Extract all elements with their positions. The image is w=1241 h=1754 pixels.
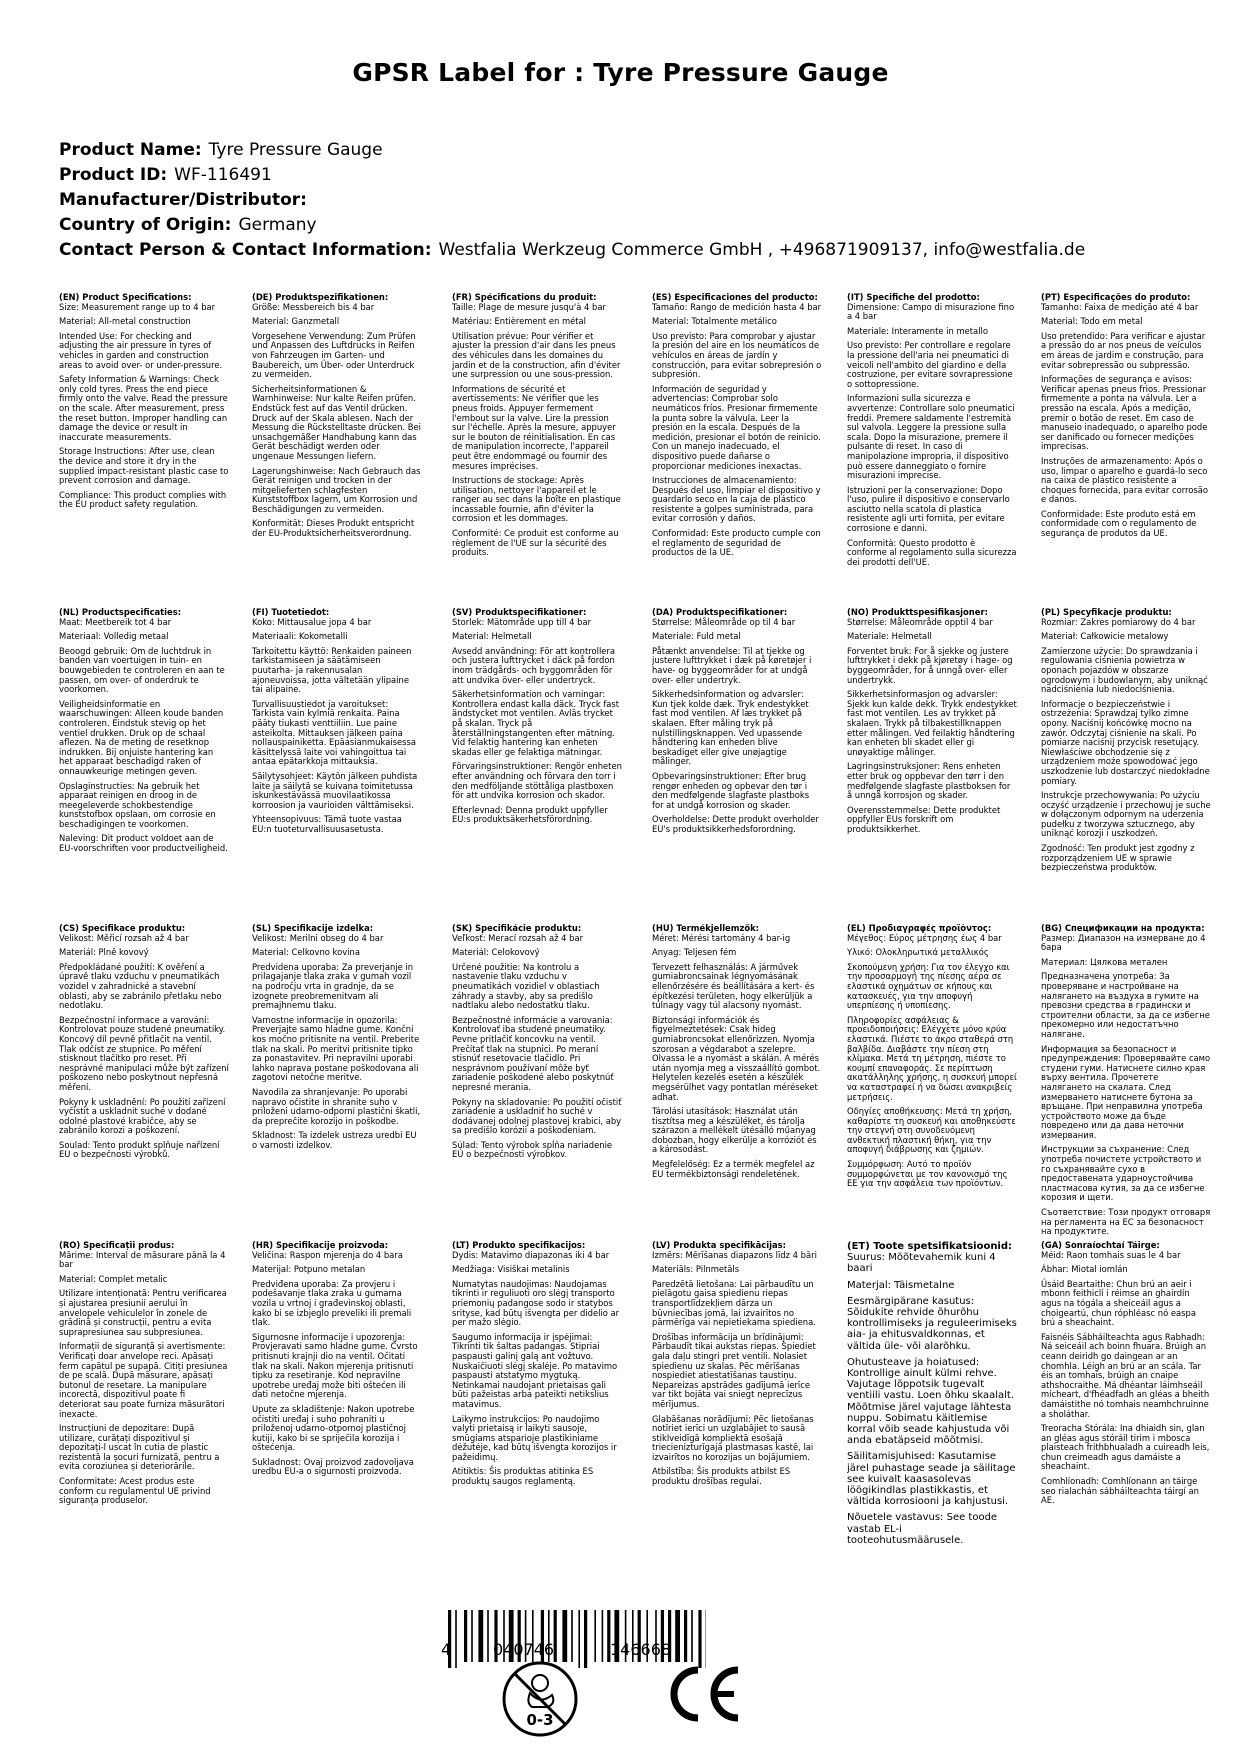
- spec-paragraph: Faisnéis Sábháilteachta agus Rabhadh: Ná seiceáil ach boinn fhuara. Brúigh an ceann deiridh go daingean ar an chomhla. Léigh an brú ar an scála. Tar éis an tomhais, brúigh an cnaipe athshocraithe. Má dhéantar láimhseáil mícheart, d'fhéadfadh an gléas a bheith damáistithe nó tomhais neamhchruinne a sholáthar.: [1041, 1331, 1210, 1419]
- spec-heading: (DA) Produktspecifikationer:: [652, 608, 788, 617]
- barcode-bar: [448, 1610, 451, 1668]
- spec-paragraph: Ábhar: Miotal iomlán: [1041, 1264, 1128, 1275]
- spec-paragraph: Pokyny k uskladnění: Po použití zařízení vyčistit a uskladnit suché v dodané odolné plastové krabičce, aby se zabránilo korozi a poškození.: [59, 1096, 226, 1136]
- spec-paragraph: Dimensione: Campo di misurazione fino a 4 bar: [847, 301, 1015, 322]
- spec-heading: (NO) Produkttspesifikasjoner:: [847, 608, 988, 617]
- spec-paragraph: Informações de segurança e avisos: Verificar apenas pneus frios. Pressionar firmemente a ponta na válvula. Ler a pressão na escala. Após a medição, premir o botão de reset. Em caso de manuseio inadequado, o aparelho pode ser danificado ou fornecer medições imprecisas.: [1041, 374, 1208, 452]
- spec-paragraph: Izmērs: Mērīšanas diapazons līdz 4 bāri: [652, 1249, 817, 1260]
- spec-paragraph: Rozmiar: Zakres pomiarowy do 4 bar: [1041, 616, 1196, 627]
- spec-heading: (RO) Specificații produs:: [59, 1241, 175, 1250]
- spec-paragraph: Material: Totalmente metálico: [652, 316, 777, 327]
- spec-paragraph: Numatytas naudojimas: Naudojamas tikrinti ir reguliuoti oro slėgį transporto priemonių padangose sodo ir statybos srityse, kad būtų išvengta per didelio ar per mažo slėgio.: [452, 1278, 620, 1328]
- spec-paragraph: Förvaringsinstruktioner: Rengör enheten efter användning och förvara den torr i den medföljande stöttåliga plastboxen för att undvika korrosion och skador.: [452, 761, 622, 801]
- spec-paragraph: Matériau: Entièrement en métal: [452, 316, 587, 327]
- spec-paragraph: Material: Helmetall: [452, 631, 532, 642]
- spec-paragraph: Materiaali: Kokometalli: [252, 631, 348, 642]
- spec-block: [452, 293, 622, 563]
- barcode-bar: [554, 1610, 557, 1662]
- spec-paragraph: Información de seguridad y advertencias: Comprobar solo neumáticos fríos. Presionar firmemente la punta sobre la válvula. Leer la presión en la escala. Después de la medición, presionar el botón de reinicio. Con un manejo inadecuado, el dispositivo puede dañarse o proporcionar mediciones inexactas.: [652, 383, 821, 471]
- spec-heading: (GA) Sonraíochtaí Táirge:: [1041, 1241, 1160, 1250]
- spec-block: [59, 924, 229, 1165]
- spec-paragraph: Conformidade: Este produto está em conformidade com o regulamento de segurança de produtos da UE.: [1041, 508, 1197, 539]
- spec-paragraph: Konformität: Dieses Produkt entspricht der EU-Produktsicherheitsverordnung.: [252, 518, 415, 539]
- spec-paragraph: Sikkerhetsinformasjon og advarsler: Sjekk kun kalde dekk. Trykk endestykket fast mot ventilen. Les av trykket på skalaen. Trykk på tilbakestillknappen etter målingen. Ved feilaktig håndtering kan enheten bli skadet eller gi unøyaktige målinger.: [847, 689, 1017, 757]
- spec-paragraph: Conformité: Ce produit est conforme au règlement de l'UE sur la sécurité des produits.: [452, 528, 619, 558]
- spec-paragraph: Opbevaringsinstruktioner: Efter brug rengør enheden og opbevar den tør i den medfølgende slagfaste plastboks for at undgå korrosion og skader.: [652, 770, 810, 810]
- spec-paragraph: Πληροφορίες ασφάλειας & προειδοποιήσεις: Ελέγχετε μόνο κρύα ελαστικά. Πιέστε το άκρο σταθερά στη βαλβίδα. Διαβάστε την πίεση στη κλίμακα. Μετά τη μέτρηση, πιέστε το κουμπί επαναφοράς. Σε περίπτωση ακατάλληλης χρήσης, η συσκευή μπορεί να καταστραφεί ή να δώσει ανακριβείς μετρήσεις.: [847, 1014, 1017, 1102]
- spec-paragraph: Οδηγίες αποθήκευσης: Μετά τη χρήση, καθαρίστε τη συσκευή και αποθηκεύστε την στεγνή στη συνοδευόμενη ανθεκτική πλαστική θήκη, για την αποφυγή διάβρωσης και ζημιών.: [847, 1106, 1016, 1155]
- barcode-bar: [684, 1610, 687, 1662]
- spec-block: [847, 293, 1017, 572]
- spec-paragraph: Velikost: Merilni obseg do 4 bar: [252, 932, 384, 943]
- spec-paragraph: Bezpečnostní informace a varování: Kontrolovat pouze studené pneumatiky. Koncový díl pevně přitlačit na ventil. Tlak odčíst ze stupnice. Po měření stisknout tlačítko pro reset. Při nesprávné manipulaci může být zařízení poškozeno nebo poskytnout nepřesná měření.: [59, 1014, 229, 1092]
- product-meta: [59, 138, 1085, 263]
- spec-paragraph: Størrelse: Måleområde opptil 4 bar: [847, 616, 993, 627]
- spec-paragraph: Υλικό: Ολοκληρωτικά μεταλλικός: [847, 947, 989, 958]
- spec-paragraph: Conformità: Questo prodotto è conforme al regolamento sulla sicurezza dei prodotti dell'UE.: [847, 537, 1017, 567]
- spec-paragraph: Maat: Meetbereik tot 4 bar: [59, 616, 172, 627]
- spec-paragraph: Treoracha Stórála: Ina dhiaidh sin, glan an gléas agus stóráil tirim i mbosca plaisteach frithbhualadh a cuireadh leis, chun creimeadh agus damáiste a sheachaint.: [1041, 1423, 1210, 1472]
- barcode-lead-digit: 4: [441, 1640, 452, 1659]
- age-warning-icon: [500, 1659, 580, 1743]
- spec-paragraph: Informazioni sulla sicurezza e avvertenze: Controllare solo pneumatici freddi. Premere saldamente l'estremità sul valvola. Leggere la pressione sulla scala. Dopo la misurazione, premere il pulsante di reset. In caso di manipolazione impropria, il dispositivo può essere danneggiato o fornire misurazioni imprecise.: [847, 393, 1015, 481]
- spec-paragraph: Předpokládané použití: K ověření a úpravě tlaku vzduchu v pneumatikách vozidel v zahradnické a stavební oblasti, aby se zabránilo přetlaku nebo nedotlaku.: [59, 961, 222, 1011]
- spec-heading: (SV) Produktspecifikationer:: [452, 608, 587, 617]
- spec-paragraph: Tarkoitettu käyttö: Renkaiden paineen tarkistamiseen ja säätämiseen puutarha- ja rakennusalan ajoneuvoissa, jotta vältetään ylipaine tai alipaine.: [252, 645, 412, 695]
- spec-heading: (HR) Specifikacije proizvoda:: [252, 1241, 389, 1250]
- spec-paragraph: Tamaño: Rango de medición hasta 4 bar: [652, 301, 822, 312]
- barcode-bar: [562, 1610, 567, 1662]
- spec-paragraph: Velikost: Měřicí rozsah až 4 bar: [59, 932, 189, 943]
- spec-paragraph: Materjal: Täismetalne: [847, 1279, 955, 1291]
- barcode-bar: [691, 1610, 693, 1662]
- spec-paragraph: Materiał: Całkowicie metalowy: [1041, 631, 1169, 642]
- spec-paragraph: Storlek: Mätområde upp till 4 bar: [452, 616, 592, 627]
- spec-paragraph: Safety Information & Warnings: Check only cold tyres. Press the end piece firmly onto the valve. Read the pressure on the scale. After measurement, press the reset button. Improper handling can damage the device or result in inaccurate measurements.: [59, 374, 228, 442]
- spec-paragraph: Anyag: Teljesen fém: [652, 947, 737, 958]
- spec-heading: (SL) Specifikacije izdelka:: [252, 924, 374, 933]
- spec-heading: (PT) Especificações do produto:: [1041, 293, 1191, 302]
- barcode-group-2: 146668: [610, 1640, 672, 1659]
- meta-product-id: Product ID: WF-116491: [59, 165, 272, 185]
- spec-paragraph: Инструкции за съхранение: След употреба почистете устройството и го съхранявайте сухо в предоставената ударноустойчива пластмасова кутия, за да се избегне корозия и щети.: [1041, 1144, 1205, 1203]
- spec-paragraph: Mărime: Interval de măsurare până la 4 bar: [59, 1249, 226, 1270]
- spec-paragraph: Forventet bruk: For å sjekke og justere lufttrykket i dekk på kjøretøy i hage- og byggeområder, for å unngå over- eller undertrykk.: [847, 645, 1013, 685]
- barcode-group-1: 040746: [493, 1640, 555, 1659]
- spec-paragraph: Storage Instructions: After use, clean the device and store it dry in the supplied impact-resistant plastic case to prevent corrosion and damage.: [59, 446, 229, 486]
- spec-paragraph: Taille: Plage de mesure jusqu'à 4 bar: [452, 301, 606, 312]
- spec-heading: (LT) Produkto specifikacijos:: [452, 1241, 586, 1250]
- spec-paragraph: Instrukcje przechowywania: Po użyciu oczyść urządzenie i przechowuj je suche w dołączonym odpornym na uderzenia pudełku z tworzywa sztucznego, aby uniknąć korozji i uszkodzeń.: [1041, 790, 1211, 839]
- spec-paragraph: Materiale: Interamente in metallo: [847, 325, 988, 336]
- barcode-bar: [675, 1610, 680, 1662]
- spec-block: [1041, 293, 1211, 544]
- spec-paragraph: Atbilstība: Šis produkts atbilst ES produktu drošības regulai.: [652, 1466, 791, 1487]
- spec-paragraph: Materiale: Fuld metal: [652, 631, 741, 642]
- spec-paragraph: Material: Celkovno kovina: [252, 947, 360, 958]
- spec-paragraph: Materijal: Potpuno metalan: [252, 1264, 366, 1275]
- barcode-bar: [455, 1610, 457, 1668]
- spec-paragraph: Koko: Mittausalue jopa 4 bar: [252, 616, 372, 627]
- spec-paragraph: Μέγεθος: Εύρος μέτρησης έως 4 bar: [847, 932, 1002, 943]
- spec-paragraph: Saugumo informacija ir įspėjimai: Tikrinti tik šaltas padangas. Stipriai paspausti galinį galą ant vožtuvo. Nuskaičiuoti slėgį skalėje. Po matavimo paspausti atstatymo mygtuką. Netinkamai naudojant prietaisas gali būti pažeistas arba pateikti netikslius matavimus.: [452, 1331, 618, 1409]
- spec-paragraph: Pokyny na skladovanie: Po použití očistiť zariadenie a uskladniť ho suché v dodávanej odolnej plastovej krabici, aby sa predišlo korózii a poškodeniam.: [452, 1096, 622, 1136]
- spec-paragraph: Méret: Mérési tartomány 4 bar-ig: [652, 932, 791, 943]
- spec-paragraph: Größe: Messbereich bis 4 bar: [252, 301, 375, 312]
- barcode-bar: [478, 1610, 483, 1662]
- barcode-bar: [571, 1610, 573, 1662]
- spec-paragraph: Predvidena uporaba: Za preverjanje in prilagajanje tlaka zraka v gumah vozil na področju vrta in gradnje, da se izognete preobremenitvam ali premajhnemu tlaku.: [252, 961, 414, 1011]
- spec-heading: (PL) Specyfikacje produktu:: [1041, 608, 1172, 617]
- spec-heading: (IT) Specifiche del prodotto:: [847, 293, 980, 302]
- spec-paragraph: Paredzētā lietošana: Lai pārbaudītu un pielāgotu gaisa spiedienu riepas transportlīdzekļiem dārza un būvniecības jomā, lai izvairītos no pārmērīga vai nepietiekama spiediena.: [652, 1278, 816, 1328]
- spec-block: [847, 1241, 1017, 1551]
- spec-heading: (EL) Προδιαγραφές προϊόντος:: [847, 924, 992, 933]
- spec-paragraph: Utilizare intenționată: Pentru verificarea și ajustarea presiunii aerului în anvelopele vehiculelor în zonele de grădină și construcții, pentru a evita suprapresiunea sau subpresiunea.: [59, 1288, 227, 1337]
- spec-block: [59, 1241, 229, 1511]
- spec-block: [1041, 1241, 1211, 1511]
- spec-heading: (BG) Спецификации на продукта:: [1041, 924, 1205, 933]
- spec-paragraph: Säkerhetsinformation och varningar: Kontrollera endast kalla däck. Tryck fast ändstycket mot ventilen. Avläs trycket på skalan. Tryck på återställningstangenten efter mätning. Vid felaktig hantering kan enheten skadas eller ge felaktiga mätningar.: [452, 689, 620, 757]
- spec-block: [652, 1241, 822, 1492]
- spec-paragraph: Säilitamisjuhised: Kasutamise järel puhastage seade ja säilitage see kuivalt kaasasolevas löögikindlas plastikkastis, et vältida korrosiooni ja kahjustusi.: [847, 1451, 1016, 1508]
- spec-heading: (EN) Product Specifications:: [59, 293, 192, 302]
- spec-paragraph: Sikkerhedsinformation og advarsler: Kun tjek kolde dæk. Tryk endestykket fast mod ventilen. Af læs trykket på skalaen. Efter måling tryk på nulstillingsknappen. Ved upassende håndtering kan enheden blive beskadiget eller give unøjagtige målinger.: [652, 689, 809, 767]
- spec-paragraph: Veličina: Raspon mjerenja do 4 bara: [252, 1249, 403, 1260]
- spec-paragraph: Material: Complet metalic: [59, 1273, 168, 1284]
- spec-paragraph: Beoogd gebruik: Om de luchtdruk in banden van voertuigen in tuin- en bouwgebieden te controleren en aan te passen, om over- of onderdruk te voorkomen.: [59, 645, 225, 695]
- spec-paragraph: Drošības informācija un brīdinājumi: Pārbaudīt tikai aukstas riepas. Spiediet gala daļu stingri pret ventili. Nolasiet spiedienu uz skalas. Pēc mērīšanas nospiediet atiestatīšanas taustiņu. Nepareizas apstrādes gadījumā ierīce var tikt bojāta vai sniegt neprecīzus mērījumus.: [652, 1331, 816, 1409]
- spec-block: [652, 924, 822, 1184]
- spec-paragraph: Sukladnost: Ovaj proizvod zadovoljava uredbu EU-a o sigurnosti proizvoda.: [252, 1456, 414, 1477]
- spec-paragraph: Veľkosť: Merací rozsah až 4 bar: [452, 932, 584, 943]
- spec-block: [252, 293, 422, 544]
- meta-country: Country of Origin: Germany: [59, 215, 317, 235]
- spec-paragraph: Medžiaga: Visiškai metalinis: [452, 1264, 570, 1275]
- spec-block: [59, 608, 229, 859]
- barcode-bar: [487, 1610, 489, 1662]
- spec-block: [652, 608, 822, 839]
- spec-paragraph: Naleving: Dit product voldoet aan de EU-voorschriften voor productveiligheid.: [59, 833, 228, 854]
- spec-heading: (SK) Špecifikácie produktu:: [452, 924, 582, 933]
- barcode-bar: [584, 1610, 587, 1668]
- spec-paragraph: Istruzioni per la conservazione: Dopo l'uso, pulire il dispositivo e conservarlo asciutto nella scatola di plastica resistente agli urti fornita, per evitare corrosione e danni.: [847, 484, 1010, 534]
- spec-paragraph: Størrelse: Måleområde op til 4 bar: [652, 616, 796, 627]
- spec-paragraph: Съответствие: Този продукт отговаря на регламента на ЕС за безопасност на продуктите.: [1041, 1207, 1211, 1237]
- meta-contact: Contact Person & Contact Information: Westfalia Werkzeug Commerce GmbH , +496871909137, info@westfalia.de: [59, 240, 1086, 260]
- spec-paragraph: Conformitate: Acest produs este conform cu regulamentul UE privind siguranța produselor.: [59, 1476, 211, 1506]
- spec-paragraph: Comhlíonadh: Comhlíonann an táirge seo rialachán sábháilteachta táirgí an AE.: [1041, 1476, 1199, 1506]
- barcode-bar: [594, 1610, 596, 1662]
- spec-paragraph: Uso previsto: Para comprobar y ajustar la presión del aire en los neumáticos de vehículos en áreas de jardín y construcción, para evitar sobrepresión o subpresión.: [652, 330, 822, 380]
- spec-paragraph: Lagringsinstruksjoner: Rens enheten etter bruk og oppbevar den tørr i den medfølgende slagfaste plastboksen for å unngå korrosjon og skader.: [847, 761, 1011, 801]
- spec-block: [452, 1241, 622, 1492]
- spec-paragraph: Overensstemmelse: Dette produktet oppfyller EUs forskrift om produktsikkerhet.: [847, 804, 1001, 834]
- spec-heading: (ET) Toote spetsifikatsioonid:: [847, 1241, 1013, 1252]
- barcode-bar: [464, 1610, 467, 1662]
- spec-paragraph: Materiaal: Volledig metaal: [59, 631, 169, 642]
- spec-paragraph: Varnostne informacije in opozorila: Preverjajte samo hladne gume. Končni kos močno pritisnite na ventil. Preberite tlak na skali. Po meritvi pritisnite tipko za ponastavitev. Pri nepravilni uporabi lahko naprava postane poškodovana ali zagotovi netočne meritve.: [252, 1014, 420, 1083]
- spec-paragraph: Σκοπούμενη χρήση: Για τον έλεγχο και την προσαρμογή της πίεσης αέρα σε ελαστικά οχημάτων σε κήπους και κατασκευές, για την αποφυγή υπερπίεσης ή υποπίεσης.: [847, 961, 1010, 1011]
- spec-paragraph: Suurus: Mõõtevahemik kuni 4 baari: [847, 1252, 996, 1275]
- spec-heading: (ES) Especificaciones del producto:: [652, 293, 818, 302]
- spec-paragraph: Sigurnosne informacije i upozorenja: Provjeravati samo hladne gume. Čvrsto pritisnuti krajnji dio na ventil. Očitati tlak na skali. Nakon mjerenja pritisnuti tipku za resetiranje. Kod nepravilne upotrebe uređaj može biti oštećen ili dati netočne mjerenja.: [252, 1331, 418, 1400]
- spec-paragraph: Materiale: Helmetall: [847, 631, 932, 642]
- spec-paragraph: Overholdelse: Dette produkt overholder EU's produktsikkerhedsforordning.: [652, 814, 819, 834]
- spec-paragraph: Predviđena uporaba: Za provjeru i podešavanje tlaka zraka u gumama vozila u vrtnoj i građevinskoj oblasti, kako bi se izbjeglo preveliki ili premali tlak.: [252, 1278, 412, 1328]
- spec-paragraph: Určené použitie: Na kontrolu a nastavenie tlaku vzduchu v pneumatikách vozidiel v oblastiach záhrady a stavby, aby sa predišlo nadtlaku alebo nedostatku tlaku.: [452, 961, 600, 1011]
- spec-block: [252, 608, 422, 839]
- spec-paragraph: Materiál: Plně kovový: [59, 947, 149, 958]
- spec-paragraph: Atitiktis: Šis produktas atitinka ES produktų saugos reglamentą.: [452, 1466, 594, 1487]
- spec-paragraph: Yhteensopivuus: Tämä tuote vastaa EU:n tuoteturvallisuusasetusta.: [252, 814, 402, 834]
- ce-mark-icon: [662, 1664, 744, 1728]
- spec-heading: (DE) Produktspezifikationen:: [252, 293, 389, 302]
- spec-heading: (NL) Productspecificaties:: [59, 608, 182, 617]
- spec-block: [452, 924, 622, 1165]
- spec-paragraph: Conformidad: Este producto cumple con el reglamento de seguridad de productos de la UE.: [652, 528, 821, 558]
- spec-paragraph: Sicherheitsinformationen & Warnhinweise: Nur kalte Reifen prüfen. Endstück fest auf das Ventil drücken. Druck auf der Skala ablesen. Nach der Messung die Rückstelltaste drücken. Bei unsachgemäßer Handhabung kann das Gerät beschädigt werden oder ungenaue Messungen liefern.: [252, 383, 421, 461]
- spec-paragraph: Material: Todo em metal: [1041, 316, 1143, 327]
- spec-block: [652, 293, 822, 563]
- spec-paragraph: Megfelelőség: Ez a termék megfelel az EU termékbiztonsági rendeletének.: [652, 1159, 815, 1179]
- spec-paragraph: Méid: Raon tomhais suas le 4 bar: [1041, 1249, 1181, 1260]
- spec-paragraph: Materiál: Celokovový: [452, 947, 540, 958]
- spec-paragraph: Ohutusteave ja hoiatused: Kontrollige ainult külmi rehve. Vajutage lõppotsik tugevalt ventiili vastu. Loen õhku skaalalt. Mõõtmise järel vajutage lähtesta nuppu. Sobimatu käitlemise korral võib seade kahjustuda või anda ebatäpseid mõõtmisi.: [847, 1356, 1014, 1447]
- spec-paragraph: Säilytysohjeet: Käytön jälkeen puhdista laite ja säilytä se kuivana toimitetussa iskunkestävässä muovilaatikossa korroosion ja vaurioiden välttämiseksi.: [252, 770, 418, 810]
- spec-heading: (CS) Specifikace produktu:: [59, 924, 186, 933]
- spec-paragraph: Instrucciones de almacenamiento: Después del uso, limpiar el dispositivo y guardarlo seco en la caja de plástico resistente a golpes suministrada, para evitar corrosión y daños.: [652, 475, 821, 524]
- spec-paragraph: Tervezett felhasználás: A járművek gumiabroncsainak légnyomásának ellenőrzésére és beállítására a kert- és építkezési területen, hogy elkerüljük a túlnagy vagy túl alacsony nyomást.: [652, 961, 815, 1011]
- spec-paragraph: Material: All-metal construction: [59, 316, 191, 327]
- spec-paragraph: Súlad: Tento výrobok spĺňa nariadenie EÚ o bezpečnosti výrobkov.: [452, 1139, 613, 1160]
- spec-paragraph: Compliance: This product complies with the EU product safety regulation.: [59, 489, 227, 510]
- meta-manufacturer: Manufacturer/Distributor:: [59, 190, 307, 210]
- spec-heading: (HU) Termékjellemzők:: [652, 924, 760, 933]
- spec-block: [1041, 608, 1211, 878]
- spec-heading: (FR) Spécifications du produit:: [452, 293, 597, 302]
- spec-paragraph: Soulad: Tento produkt splňuje nařízení EU o bezpečnosti výrobků.: [59, 1139, 220, 1160]
- spec-paragraph: Glabāšanas norādījumi: Pēc lietošanas notīriet ierīci un uzglabājiet to sausā stiklveidīgā kompliektā esošajā triecienizturīgajā plastmasas kastē, lai izvairītos no korozijas un bojājumiem.: [652, 1413, 814, 1462]
- spec-paragraph: Utilisation prévue: Pour vérifier et ajuster la pression d'air dans les pneus des véhicules dans les domaines du jardin et de la construction, afin d'éviter une surpression ou une sous-pression.: [452, 330, 621, 380]
- spec-paragraph: Upute za skladištenje: Nakon upotrebe očistiti uređaj i suho pohraniti u priloženoj udarno-otpornoj plastičnoj kutiji, kako bi se spriječila korozija i oštećenja.: [252, 1403, 415, 1453]
- spec-paragraph: Nõuetele vastavus: See toode vastab EL-i tooteohutusmäärusele.: [847, 1512, 998, 1546]
- spec-paragraph: Úsáid Beartaithe: Chun brú an aeir i mbonn feithiclí i réimse an ghairdín agus na tógála a sheiceáil agus a choigeartú, chun róphléasc nó easpa brú a sheachaint.: [1041, 1278, 1196, 1328]
- spec-block: [847, 924, 1017, 1194]
- spec-paragraph: Skladnost: Ta izdelek ustreza uredbi EU o varnosti izdelkov.: [252, 1130, 417, 1150]
- meta-product-name: Product Name: Tyre Pressure Gauge: [59, 140, 383, 160]
- spec-paragraph: Zgodność: Ten produkt jest zgodny z rozporządzeniem UE w sprawie bezpieczeństwa produktów.: [1041, 843, 1195, 873]
- spec-paragraph: Material: Ganzmetall: [252, 316, 340, 327]
- spec-paragraph: Informacje o bezpieczeństwie i ostrzeżenia: Sprawdzaj tylko zimne opony. Naciśnij końcówkę mocno na zawór. Odczytaj ciśnienie na skali. Po pomiarze naciśnij przycisk resetujący. Niewłaściwe obchodzenie się z urządzeniem może spowodować jego uszkodzenie lub dostarczyć niedokładne pomiary.: [1041, 698, 1210, 786]
- spec-paragraph: Uso previsto: Per controllare e regolare la pressione dell'aria nei pneumatici di veicoli nell'ambito del giardino e della costruzione, per evitare sovrapressione o sottopressione.: [847, 340, 1013, 389]
- spec-paragraph: Instructions de stockage: Après utilisation, nettoyer l'appareil et le ranger au sec dans la boîte en plastique incassable fournie, afin d'éviter la corrosion et les dommages.: [452, 475, 621, 524]
- spec-block: [252, 1241, 422, 1482]
- spec-paragraph: Uso pretendido: Para verificar e ajustar a pressão do ar nos pneus de veículos em áreas de jardim e construção, para evitar sobrepressão ou subpressão.: [1041, 330, 1206, 370]
- spec-paragraph: Instruções de armazenamento: Após o uso, limpar o aparelho e guardá-lo seco na caixa de plástico resistente a choques fornecida, para evitar corrosão e danos.: [1041, 455, 1209, 505]
- spec-paragraph: Συμμόρφωση: Αυτό το προϊόν συμμορφώνεται με τον κανονισμό της ΕΕ για την ασφάλεια των προϊόντων.: [847, 1159, 1008, 1189]
- spec-paragraph: Размер: Диапазон на измерване до 4 бара: [1041, 932, 1206, 953]
- spec-heading: (LV) Produkta specifikācijas:: [652, 1241, 786, 1250]
- spec-paragraph: Opslaginstructies: Na gebruik het apparaat reinigen en droog in de meegeleverde schokbestendige kunststofbox opslaan, om corrosie en beschadigingen te voorkomen.: [59, 780, 216, 829]
- spec-block: [452, 608, 622, 830]
- spec-block: [847, 608, 1017, 839]
- barcode-bar: [471, 1610, 473, 1662]
- spec-paragraph: Информация за безопасност и предупреждения: Проверявайте само студени гуми. Натиснете силно края върху вентила. Прочетете налягането на скалата. След измерването натиснете бутона за връщане. При неправилна употреба устройството може да бъде повредено или да дава неточни измервания.: [1041, 1043, 1211, 1140]
- spec-block: [1041, 924, 1211, 1242]
- spec-block: [59, 293, 229, 515]
- spec-paragraph: Vorgesehene Verwendung: Zum Prüfen und Anpassen des Luftdrucks in Reifen von Fahrzeugen im Garten- und Baubereich, um Über- oder Unterdruck zu vermeiden.: [252, 330, 416, 380]
- spec-paragraph: Eesmärgipärane kasutus: Sõidukite rehvide õhurõhu kontrollimiseks ja reguleerimiseks aia- ja ehitusvaldkonnas, et vältida üle- või alarõhku.: [847, 1295, 1017, 1352]
- spec-paragraph: Biztonsági információk és figyelmeztetések: Csak hideg gumiabroncsokat ellenőrizzen. Nyomja szorosan a végdarabot a szelepre. Olvassa le a nyomást a skálán. A mérés után nyomja meg a visszaállító gombot. Helytelen kezelés esetén a készülék megsérülhet vagy pontatlan méréseket adhat.: [652, 1014, 821, 1102]
- spec-paragraph: Предназначена употреба: За проверяване и настройване на налягането на въздуха в гумите на превозни средства в градински и строителни области, за да се избегне прекомерно или недостатъчно налягане.: [1041, 971, 1210, 1039]
- spec-paragraph: Lagerungshinweise: Nach Gebrauch das Gerät reinigen und trocken in der mitgelieferten schlagfesten Kunststoffbox lagern, um Korrosion und Beschädigungen zu vermeiden.: [252, 465, 421, 514]
- spec-paragraph: Материал: Цялкова метален: [1041, 956, 1168, 967]
- spec-paragraph: Tárolási utasítások: Használat után tisztítsa meg a készüléket, és tárolja szárazon a mellékelt ütésálló műanyag dobozban, hogy elkerülje a korróziót és a károsodást.: [652, 1106, 817, 1155]
- spec-paragraph: Materiāls: Pilnmetāls: [652, 1264, 740, 1275]
- spec-paragraph: Veiligheidsinformatie en waarschuwingen: Alleen koude banden controleren. Eindstuk stevig op het ventiel drukken. Druk op de schaal aflezen. Na de meting de resetknop indrukken. Bij onjuiste hantering kan het apparaat beschadigd raken of onnauwkeurige metingen geven.: [59, 698, 224, 776]
- spec-paragraph: Laikymo instrukcijos: Po naudojimo valyti prietaisą ir laikyti sausoje, smūgiams atsparioje plastikiniame dėžutėje, kad būtų išvengta korozijos ir pažeidimų.: [452, 1413, 617, 1462]
- spec-paragraph: Tamanho: Faixa de medição até 4 bar: [1041, 301, 1199, 312]
- spec-block: [252, 924, 422, 1155]
- spec-paragraph: Informații de siguranță și avertismente: Verificați doar anvelope reci. Apăsați ferm capătul pe supapă. Citiți presiunea de pe scală. După măsurare, apăsați butonul de resetare. La manipulare incorectă, dispozitivul poate fi deteriorat sau poate furniza măsurători inexacte.: [59, 1341, 228, 1419]
- spec-paragraph: Intended Use: For checking and adjusting the air pressure in tyres of vehicles in garden and construction areas to avoid over- or under-pressure.: [59, 330, 223, 370]
- spec-paragraph: Påtænkt anvendelse: Til at tjekke og justere lufttrykket i dæk på køretøjer i have- og byggeområder for at undgå over- eller undertryk.: [652, 645, 812, 685]
- spec-paragraph: Size: Measurement range up to 4 bar: [59, 301, 216, 312]
- spec-paragraph: Bezpečnostné informácie a varovania: Kontrolovať iba studené pneumatiky. Pevne pritlačiť koncovku na ventil. Prečítať tlak na stupnici. Po meraní stisnúť resetovacie tlačidlo. Pri nesprávnom používaní môže byť zariadenie poškodené alebo poskytnúť nepresné merania.: [452, 1014, 614, 1092]
- spec-paragraph: Turvallisuustiedot ja varoitukset: Tarkista vain kylmiä renkaita. Paina pääty tiukasti venttiiliin. Lue paine asteikolta. Mittauksen jälkeen paina nollauspainiketta. Epäasianmukaisessa käsittelyssä laite voi vahingoittua tai antaa epätarkkoja mittauksia.: [252, 698, 417, 767]
- spec-paragraph: Informations de sécurité et avertissements: Ne vérifier que les pneus froids. Appuyer fermement l'embout sur la valve. Lire la pression sur l'échelle. Après la mesure, appuyer sur le bouton de réinitialisation. En cas de manipulation incorrecte, l'appareil peut être endommagé ou fournir des mesures imprécises.: [452, 383, 616, 471]
- spec-paragraph: Navodila za shranjevanje: Po uporabi napravo očistite in shranite suho v priloženi udarno-odporni plastični škatli, da preprečite korozijo in poškodbe.: [252, 1086, 421, 1126]
- barcode-bar: [698, 1610, 701, 1668]
- spec-paragraph: Efterlevnad: Denna produkt uppfyller EU:s produktsäkerhetsförordning.: [452, 804, 608, 825]
- spec-heading: (FI) Tuotetiedot:: [252, 608, 330, 617]
- barcode-bar: [602, 1610, 604, 1662]
- age-label: 0-3: [526, 1711, 554, 1729]
- page-title: GPSR Label for : Tyre Pressure Gauge: [352, 58, 889, 87]
- spec-paragraph: Avsedd användning: För att kontrollera och justera lufttrycket i däck på fordon inom trädgårds- och byggområden för att undvika över- eller undertryck.: [452, 645, 616, 685]
- spec-paragraph: Zamierzone użycie: Do sprawdzania i regulowania ciśnienia powietrza w oponach pojazdów w obszarze ogrodowym i budowlanym, aby uniknąć nadciśnienia lub niedociśnienia.: [1041, 645, 1208, 695]
- spec-paragraph: Instrucțiuni de depozitare: După utilizare, curățați dispozitivul și depozitați-l uscat în cutia de plastic rezistentă la șocuri furnizată, pentru a evita coroziunea și deteriorările.: [59, 1423, 220, 1472]
- spec-paragraph: Dydis: Matavimo diapazonas iki 4 bar: [452, 1249, 610, 1260]
